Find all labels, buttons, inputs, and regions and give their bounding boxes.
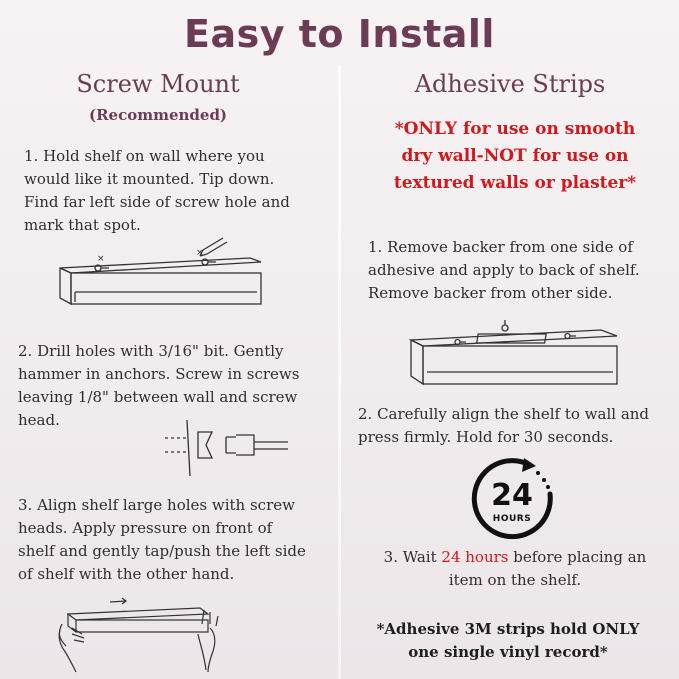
shelf-marking-illustration	[55, 232, 270, 312]
screw-step-2-line: hammer in anchors. Screw in screws	[18, 365, 300, 383]
clock-number: 24	[491, 478, 533, 513]
adhesive-step-2-line: press firmly. Hold for 30 seconds.	[358, 428, 614, 446]
column-divider	[338, 66, 341, 679]
anchor-screw-illustration	[160, 418, 300, 478]
smooth-wall-warning	[350, 116, 679, 197]
svg-text:×: ×	[97, 254, 105, 264]
step-3-suffix: before placing an	[508, 548, 647, 566]
adhesive-step-3-line: item on the shelf.	[448, 571, 582, 589]
adhesive-step-3-line	[350, 546, 679, 569]
adhesive-capacity-note	[350, 618, 666, 664]
screw-step-2-line: head.	[18, 411, 60, 429]
warning-line: textured walls or plaster*	[393, 173, 637, 193]
adhesive-step-1-line: Remove backer from other side.	[368, 284, 613, 302]
screw-step-3-line: shelf and gently tap/push the left side	[18, 542, 306, 560]
note-line: one single vinyl record*	[408, 643, 608, 661]
note-line: *Adhesive 3M strips hold ONLY	[376, 620, 640, 638]
screw-step-3	[18, 494, 334, 586]
screw-step-1-line: mark that spot.	[24, 216, 141, 234]
adhesive-step-2	[358, 403, 678, 449]
screw-step-1	[24, 145, 334, 237]
screw-step-1-line: would like it mounted. Tip down.	[24, 170, 275, 188]
screw-step-3-line: 3. Align shelf large holes with screw	[18, 496, 295, 514]
screw-step-1-line: Find far left side of screw hole and	[24, 193, 290, 211]
adhesive-strips-heading: Adhesive Strips	[414, 70, 606, 98]
screw-step-1-line: 1. Hold shelf on wall where you	[24, 147, 265, 165]
shelf-back-adhesive-illustration	[405, 318, 630, 390]
step-3-highlight: 24 hours	[441, 548, 509, 566]
screw-step-3-line: heads. Apply pressure on front of	[18, 519, 273, 537]
adhesive-step-3	[350, 546, 679, 592]
adhesive-step-1-line: adhesive and apply to back of shelf.	[368, 261, 640, 279]
screw-step-2-line: 2. Drill holes with 3/16" bit. Gently	[18, 342, 284, 360]
warning-line: *ONLY for use on smooth	[394, 119, 636, 139]
step-3-prefix: 3. Wait	[383, 548, 442, 566]
adhesive-step-2-line: 2. Carefully align the shelf to wall and	[358, 405, 650, 423]
hands-pushing-shelf-illustration	[50, 594, 225, 674]
adhesive-step-1-line: 1. Remove backer from one side of	[368, 238, 633, 256]
warning-line: dry wall-NOT for use on	[401, 146, 629, 166]
page-title: Easy to Install	[184, 12, 495, 56]
adhesive-step-1	[368, 236, 678, 305]
svg-text:×: ×	[196, 248, 204, 258]
screw-step-2-line: leaving 1/8" between wall and screw	[18, 388, 298, 406]
clock-label: HOURS	[492, 514, 532, 524]
screw-step-3-line: of shelf with the other hand.	[18, 565, 235, 583]
screw-mount-heading: Screw Mount	[76, 70, 240, 98]
recommended-label: (Recommended)	[88, 106, 228, 124]
